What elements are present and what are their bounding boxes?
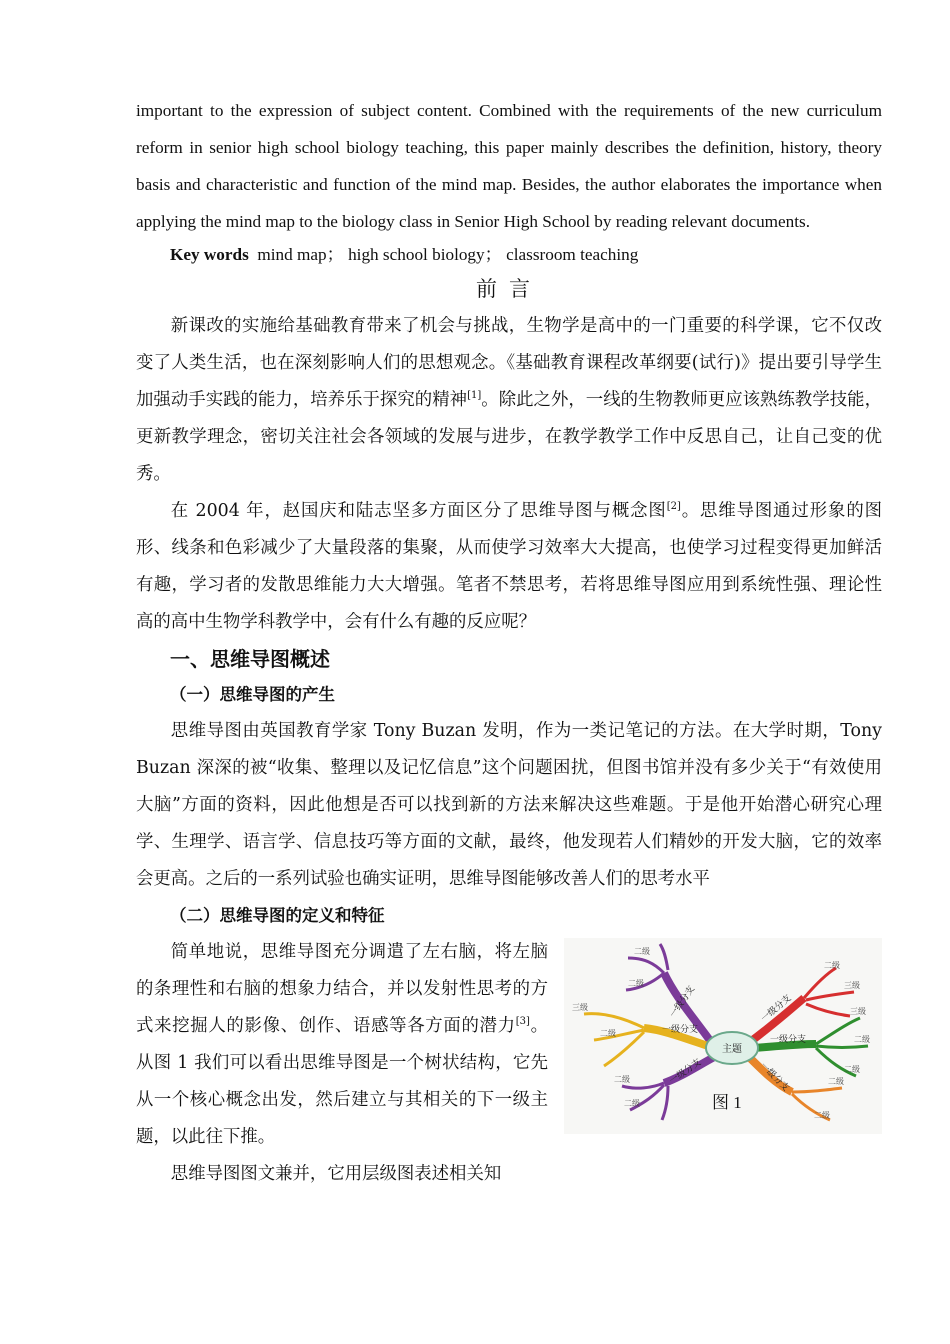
leaf-label-2: 二级 [628, 979, 644, 988]
leaf-red-2 [806, 992, 854, 1000]
page-content [136, 92, 882, 1193]
branch-label-green: 一级分支 [770, 1035, 807, 1045]
section-1-1-paragraph: 思维导图由英国教育学家 Tony Buzan 发明，作为一类记笔记的方法。在大学时期，Tony Buzan 深深的被“收集、整理以及记忆信息”这个问题困扰，但图书馆并没有多少关于“有效使用大脑”方面的资料，因此他想是否可以找到新的方法来解决这些难题。于是他开始潜心研究心理学、生理学、语言学、信息技巧等方面的文献，最终，他发现若人们精妙的开发大脑，它的效率会更高。之后的一系列试验也确实证明，思维导图能够改善人们的思考水平 [136, 721, 882, 889]
branch-label-yellow: 一级分支 [662, 1025, 699, 1035]
abstract-paragraph: important to the expression of subject content. Combined with the requirements of the new curriculum reform in senior high school biology teaching, this paper mainly describes the definition, history, theory basis and characteristic and function of the mind map. Besides, the author elaborates the importance when applying the mind map to the biology class in Senior High School by reading relevant documents. [136, 101, 882, 231]
leaf-orange-1 [792, 1088, 842, 1092]
leaf-label-3: 三级 [572, 1003, 588, 1012]
section-1-heading: 一、思维导图概述 [170, 647, 330, 671]
s12-p1-text-b: 。从图 1 我们可以看出思维导图是一个树状结构，它先从一个核心概念出发，然后建立与其相关的下一级主题，以此往下推。 [136, 1016, 548, 1147]
mind-map-figure [564, 938, 882, 1134]
preface-p1-text-b: 。除此之外，一线的生物教师更应该熟练教学技能，更新教学理念，密切关注社会各领域的发展与进步，在教学教学工作中反思自己，让自己变的优秀。 [136, 390, 882, 484]
keywords-values: mind map； high school biology； classroom teaching [257, 245, 639, 264]
leaf-indigo-3 [662, 1086, 668, 1120]
preface-p2-text-a: 在 2004 年，赵国庆和陆志坚多方面区分了思维导图与概念图 [170, 501, 667, 521]
figure-caption: 图 1 [712, 1093, 742, 1112]
citation-2: [2] [666, 501, 681, 513]
leaf-red-3 [806, 1004, 850, 1016]
leaf-label-7: 二级 [824, 961, 840, 970]
leaf-label-12: 二级 [828, 1077, 844, 1086]
leaf-red-1 [804, 968, 836, 998]
preface-title: 前言 [476, 277, 542, 301]
leaf-label-8: 三级 [844, 981, 860, 990]
keywords-line [170, 240, 882, 270]
figure-section [136, 934, 882, 1193]
center-label: 主题 [722, 1044, 742, 1055]
leaf-label-11: 二级 [844, 1065, 860, 1074]
leaf-label-13: 二级 [814, 1111, 830, 1120]
figure-side-text [136, 934, 548, 1193]
section-1-2-paragraph-2: 思维导图图文兼并，它用层级图表述相关知 [170, 1164, 502, 1184]
citation-3: [3] [515, 1016, 530, 1028]
leaf-label-4: 二级 [600, 1029, 616, 1038]
citation-1: [1] [467, 390, 482, 402]
leaf-label-10: 二级 [854, 1035, 870, 1044]
leaf-purple-3 [660, 944, 668, 970]
leaf-label-9: 三级 [850, 1007, 866, 1016]
branch-label-indigo: 一级分支 [667, 1057, 704, 1087]
branch-label-purple: 一级分支 [668, 984, 698, 1020]
leaf-green-2 [816, 1046, 868, 1048]
section-1-2-paragraph-1 [136, 934, 548, 1156]
section-1-1-heading: （一）思维导图的产生 [170, 685, 335, 704]
s12-p1-text-a: 简单地说，思维导图充分调遣了左右脑，将左脑的条理性和右脑的想象力结合，并以发射性思考的方式来挖掘人的影像、创作、语感等各方面的潜力 [136, 942, 548, 1036]
keywords-label: Key words [170, 245, 249, 264]
leaf-label-5: 二级 [614, 1075, 630, 1084]
preface-p1-text-a: 新课改的实施给基础教育带来了机会与挑战，生物学是高中的一门重要的科学课，它不仅改变了人类生活，也在深刻影响人们的思想观念。《基础教育课程改革纲要(试行)》提出要引导学生加强动手实践的能力，培养乐于探究的精神 [136, 316, 882, 410]
branch-label-orange: 一级分支 [757, 1061, 791, 1094]
leaf-label-1: 二级 [634, 947, 650, 956]
section-1-2-heading: （二）思维导图的定义和特征 [170, 906, 385, 925]
preface-paragraph-2 [136, 493, 882, 641]
leaf-purple-1 [628, 958, 664, 973]
leaf-yellow-1 [584, 1014, 644, 1028]
leaf-label-6: 二级 [624, 1099, 640, 1108]
branch-label-red: 一级分支 [759, 993, 794, 1025]
preface-paragraph-1 [136, 308, 882, 493]
preface-p2-text-b: 。思维导图通过形象的图形、线条和色彩减少了大量段落的集聚，从而使学习效率大大提高，也使学习过程变得更加鲜活有趣，学习者的发散思维能力大大增强。笔者不禁思考，若将思维导图应用到系统性强、理论性高的高中生物学科教学中，会有什么有趣的反应呢？ [136, 501, 882, 632]
